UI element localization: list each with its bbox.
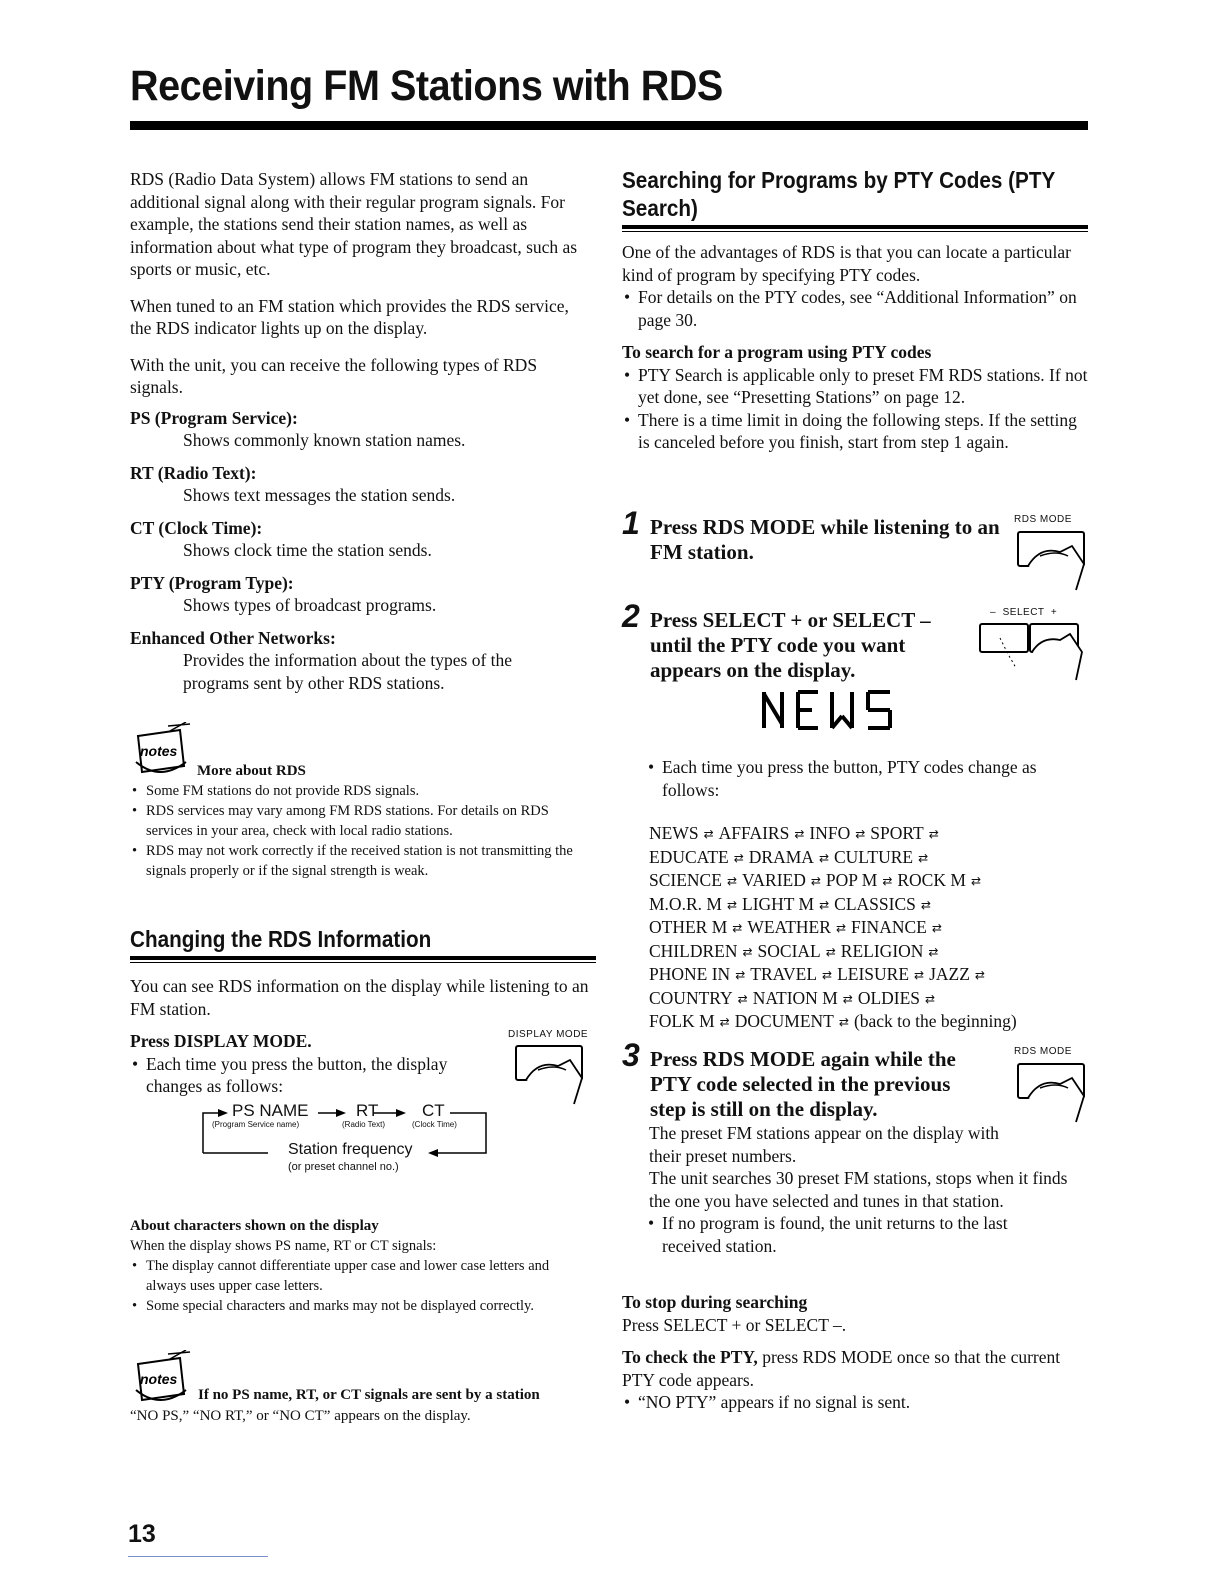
cycle-arrow-icon: ⇄ [819, 897, 830, 912]
page-number-rule [128, 1556, 268, 1557]
step-number: 1 [622, 505, 640, 541]
pty-code: CLASSICS [834, 893, 916, 914]
svg-text:notes: notes [140, 743, 178, 759]
signal-desc: Shows types of broadcast programs. [183, 595, 437, 615]
list-item: • “NO PTY” appears if no signal is sent. [622, 1391, 1088, 1414]
step-text: Press SELECT + or SELECT – until the PTY code you want appears on the display. [650, 608, 931, 682]
cycle-arrow-icon: ⇄ [838, 1015, 849, 1029]
list-item: • Each time you press the button, the display changes as follows: [130, 1053, 480, 1098]
flow-ct: CT [422, 1101, 445, 1120]
pty-row [649, 869, 1017, 893]
button-label: RDS MODE [1014, 1046, 1072, 1057]
pty-code: FINANCE [851, 917, 927, 937]
left-column [130, 168, 592, 694]
display-mode-button-icon [508, 1040, 588, 1108]
bullet-list [622, 1391, 1088, 1414]
list-item: • Some FM stations do not provide RDS signals. [130, 781, 592, 801]
list-item: • RDS services may vary among FM RDS stations. For details on RDS services in your area, check with local radio stations. [130, 801, 592, 841]
pty-code: CHILDREN [649, 940, 738, 961]
bullet-list [622, 286, 1088, 331]
flow-rt: RT [356, 1101, 379, 1120]
list-item: • RDS may not work correctly if the received station is not transmitting the signals properly or if the signal strength is weak. [130, 841, 592, 881]
signal-term: PTY (Program Type): [130, 572, 294, 593]
button-label: DISPLAY MODE [508, 1029, 589, 1040]
cycle-arrow-icon: ⇄ [835, 921, 846, 935]
list-item: • PTY Search is applicable only to preset FM RDS stations. If not yet done, see “Presetting Stations” on page 12. [622, 364, 1088, 409]
signal-desc: Shows commonly known station names. [183, 430, 466, 450]
section-heading: Search) [622, 195, 698, 221]
pty-row [649, 916, 1017, 940]
notes-icon [130, 1350, 194, 1406]
pty-code: CULTURE [834, 846, 914, 867]
pty-row [649, 1010, 1017, 1034]
cycle-arrow-icon: ⇄ [732, 921, 743, 935]
section-heading: Changing the RDS Information [130, 926, 432, 952]
cycle-arrow-icon: ⇄ [914, 968, 925, 982]
pty-code: JAZZ [929, 964, 970, 984]
cycle-arrow-icon: ⇄ [703, 827, 714, 841]
page-title: Receiving FM Stations with RDS [130, 62, 723, 110]
rds-mode-button-icon [1010, 1058, 1090, 1126]
flow-frequency-sub: (or preset channel no.) [288, 1161, 399, 1173]
cycle-arrow-icon: ⇄ [855, 827, 866, 841]
pty-code: (back to the beginning) [853, 1011, 1017, 1031]
section-paragraph: press RDS MODE once so that the current PTY code appears. [622, 1347, 1061, 1390]
cycle-arrow-icon: ⇄ [928, 944, 939, 959]
cycle-arrow-icon: ⇄ [925, 991, 936, 1006]
about-title: About characters shown on the display [130, 1218, 379, 1234]
list-item: • There is a time limit in doing the following steps. If the setting is canceled before you finish, start from step 1 again. [622, 409, 1088, 454]
bullet-list [130, 1053, 480, 1098]
button-label: RDS MODE [1014, 514, 1072, 525]
signal-desc: Shows clock time the station sends. [183, 540, 432, 560]
cycle-arrow-icon: ⇄ [918, 850, 929, 865]
step-body: The preset FM stations appear on the display with their preset numbers. [649, 1123, 999, 1166]
pty-code: M.O.R. M [649, 893, 722, 914]
flow-rt-sub: (Radio Text) [342, 1120, 385, 1129]
pty-code: AFFAIRS [718, 823, 790, 843]
list-item: • Each time you press the button, PTY codes change as follows: [646, 756, 1076, 801]
notes-title: More about RDS [197, 763, 306, 779]
signal-term: RT (Radio Text): [130, 462, 257, 483]
heading-rule [130, 956, 596, 960]
cycle-arrow-icon: ⇄ [719, 1015, 730, 1029]
pty-row [649, 940, 1017, 964]
step-text: Press RDS MODE while listening to an FM station. [650, 515, 1000, 564]
pty-code: DOCUMENT [734, 1011, 834, 1031]
rds-mode-button-icon [1010, 526, 1090, 594]
notes-icon [130, 722, 194, 778]
cycle-arrow-icon: ⇄ [825, 944, 836, 959]
list-item: • If no program is found, the unit returns to the last received station. [646, 1212, 1066, 1257]
bullet-list [622, 364, 1088, 454]
pty-row [649, 987, 1017, 1011]
pty-code: WEATHER [747, 917, 831, 937]
pty-code: FOLK M [649, 1011, 715, 1031]
cycle-arrow-icon: ⇄ [733, 850, 744, 865]
instruction: Press DISPLAY MODE. [130, 1031, 312, 1051]
cycle-arrow-icon: ⇄ [818, 850, 829, 865]
step-body: The unit searches 30 preset FM stations, stops when it finds the one you have selected and tunes in that station. [649, 1168, 1068, 1211]
cycle-arrow-icon: ⇄ [742, 944, 753, 959]
subheading: To stop during searching [622, 1292, 808, 1312]
signal-desc: Shows text messages the station sends. [183, 485, 456, 505]
pty-code: POP M [825, 870, 878, 890]
bullet-list [646, 1212, 1066, 1257]
cycle-arrow-icon: ⇄ [882, 874, 893, 888]
right-column [622, 166, 1088, 454]
cycle-arrow-icon: ⇄ [931, 921, 942, 935]
stop-check-section [622, 1291, 1088, 1414]
section-paragraph: One of the advantages of RDS is that you can locate a particular kind of program by specifying PTY codes. [622, 242, 1072, 285]
pty-code: NATION M [752, 987, 838, 1008]
signal-term: CT (Clock Time): [130, 517, 263, 538]
pty-row [649, 893, 1017, 917]
pty-code: SOCIAL [757, 940, 821, 961]
button-label: – SELECT + [990, 607, 1058, 618]
bullet-list [646, 756, 1076, 801]
pty-code: PHONE IN [649, 964, 731, 984]
pty-code: SCIENCE [649, 870, 722, 890]
pty-code: LIGHT M [742, 893, 815, 914]
cycle-arrow-icon: ⇄ [735, 968, 746, 982]
segment-display-graphic [760, 688, 900, 732]
pty-code: NEWS [649, 823, 699, 843]
flow-frequency: Station frequency [288, 1141, 413, 1158]
cycle-arrow-icon: ⇄ [726, 897, 737, 912]
heading-rule [130, 962, 596, 963]
pty-row [649, 963, 1017, 987]
section-paragraph: You can see RDS information on the display while listening to an FM station. [130, 976, 589, 1019]
cycle-arrow-icon: ⇄ [794, 827, 805, 841]
notes-text: “NO PS,” “NO RT,” or “NO CT” appears on the display. [130, 1408, 471, 1424]
flow-ps-sub: (Program Service name) [212, 1120, 300, 1129]
list-item: • Some special characters and marks may not be displayed correctly. [130, 1296, 592, 1316]
pty-code: EDUCATE [649, 846, 729, 867]
select-button-icon [972, 618, 1092, 690]
flow-ct-sub: (Clock Time) [412, 1120, 457, 1129]
pty-code: OTHER M [649, 917, 728, 937]
display-flow-diagram [198, 1101, 498, 1208]
pty-code: LEISURE [837, 964, 910, 984]
section-heading: Searching for Programs by PTY Codes (PTY [622, 167, 1056, 193]
svg-text:notes: notes [140, 1371, 178, 1387]
notes-title: If no PS name, RT, or CT signals are sent by a station [198, 1387, 540, 1403]
pty-code: INFO [809, 823, 851, 843]
pty-display [760, 688, 900, 737]
pty-code: OLDIES [857, 987, 921, 1008]
intro-paragraph: With the unit, you can receive the following types of RDS signals. [130, 354, 538, 397]
about-text: When the display shows PS name, RT or CT signals: [130, 1238, 437, 1254]
title-rule [130, 121, 1088, 130]
heading-rule [622, 225, 1088, 229]
cycle-arrow-icon: ⇄ [842, 991, 853, 1006]
cycle-arrow-icon: ⇄ [970, 874, 981, 888]
pty-code: SPORT [870, 823, 924, 843]
subheading: To search for a program using PTY codes [622, 342, 932, 362]
pty-code: VARIED [742, 870, 806, 890]
section-paragraph: Press SELECT + or SELECT –. [622, 1314, 847, 1335]
notes-list [130, 781, 592, 881]
cycle-arrow-icon: ⇄ [928, 827, 939, 841]
about-list [130, 1256, 592, 1316]
flow-ps-name: PS NAME [232, 1101, 309, 1120]
step-number: 2 [622, 598, 640, 634]
signal-desc: Provides the information about the types of the programs sent by other RDS stations. [183, 650, 513, 693]
cycle-arrow-icon: ⇄ [920, 897, 931, 912]
page-number: 13 [128, 1520, 156, 1548]
signal-term: PS (Program Service): [130, 407, 298, 428]
pty-code: COUNTRY [649, 987, 733, 1008]
signal-term: Enhanced Other Networks: [130, 627, 336, 648]
intro-paragraph: When tuned to an FM station which provides the RDS service, the RDS indicator lights up on the display. [130, 295, 569, 338]
intro-paragraph: RDS (Radio Data System) allows FM stations to send an additional signal along with their regular program signals. For example, the stations send their station names, as well as information about what type of program they broadcast, such as sports or music, etc. [130, 169, 578, 279]
list-item: • The display cannot differentiate upper case and lower case letters and always uses upper case letters. [130, 1256, 592, 1296]
cycle-arrow-icon: ⇄ [810, 874, 821, 888]
subheading: To check the PTY, [622, 1347, 758, 1367]
pty-row [649, 846, 1017, 870]
pty-code: RELIGION [840, 940, 924, 961]
about-characters [130, 1216, 592, 1316]
pty-code-list [649, 822, 1017, 1034]
cycle-arrow-icon: ⇄ [737, 991, 748, 1006]
pty-code: ROCK M [897, 870, 966, 890]
list-item: • For details on the PTY codes, see “Additional Information” on page 30. [622, 286, 1088, 331]
pty-code: TRAVEL [750, 964, 818, 984]
step-number: 3 [622, 1037, 640, 1073]
pty-code: DRAMA [748, 846, 814, 867]
heading-rule [622, 231, 1088, 232]
cycle-arrow-icon: ⇄ [726, 874, 737, 888]
step-text: Press RDS MODE again while the PTY code selected in the previous step is still on the display. [650, 1047, 956, 1121]
pty-row [649, 822, 1017, 846]
cycle-arrow-icon: ⇄ [974, 968, 985, 982]
cycle-arrow-icon: ⇄ [822, 968, 833, 982]
signal-list [130, 407, 592, 695]
